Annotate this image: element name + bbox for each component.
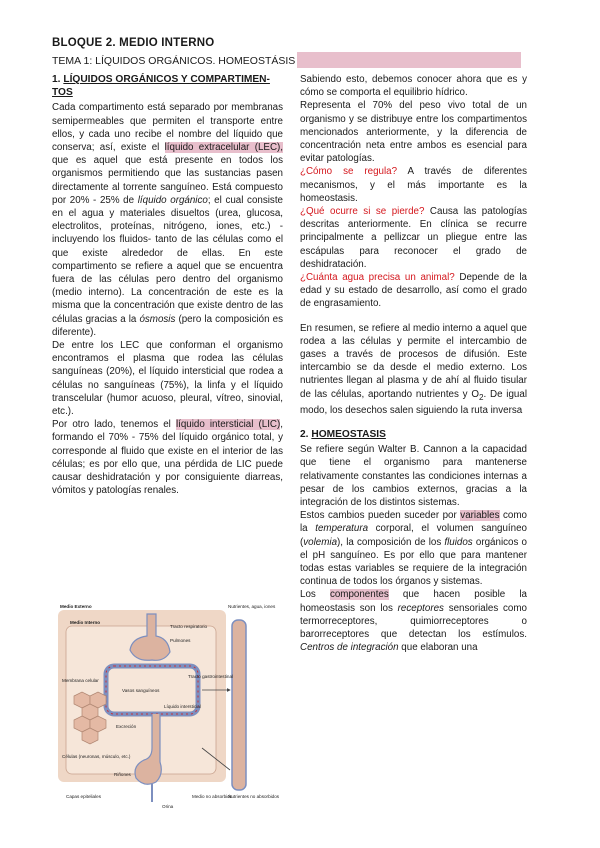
paragraph-componentes <box>300 588 527 654</box>
label-membrana-celular: Membrana celular <box>62 678 99 683</box>
body-fluid-compartments-figure <box>52 598 280 813</box>
text-run: corporal, el volumen sanguíneo ( <box>300 523 527 548</box>
text-run: Los <box>300 589 330 601</box>
text-run: Por otro lado, tenemos el <box>52 419 176 431</box>
label-liquido-intersticial: Líquido intersticial <box>164 704 201 709</box>
paragraph-representa: Representa el 70% del peso vivo total de un organismo y se distribuye entre los compartimentos mencionados anteriormente, y la diferencia de concentración neta entre ambos es esencial para evitar patologías. <box>300 100 527 165</box>
highlight-lec: líquido extracelular (LEC), <box>164 142 284 154</box>
question-regula: ¿Cómo se regula? <box>300 166 398 178</box>
answer-regula: A través de diferentes mecanismos, y el más importante es la homeostasis. <box>300 166 527 204</box>
label-orina: Orina <box>162 804 174 809</box>
qa-regula <box>300 165 527 205</box>
label-tracto-gastrointestinal: Tracto gastrointestinal <box>188 674 234 679</box>
paragraph-lic <box>52 418 283 497</box>
label-medio-externo: Medio Externo <box>60 604 92 609</box>
highlight-componentes: componentes <box>329 589 389 601</box>
section-2-number: 2. <box>300 429 309 441</box>
question-agua: ¿Cuánta agua precisa un animal? <box>300 272 455 284</box>
paragraph-variables <box>300 509 527 588</box>
italic-volemia: volemia <box>303 536 338 548</box>
text-run: que es aquel que está presente en todos los organismos permitiendo que las sustancias pasen directamente al torrente sanguíneo. Está compuesto por 20% - 25% de <box>52 155 283 206</box>
paragraph-cannon: Se refiere según Walter B. Cannon a la capacidad que tiene el organismo para mantenerse relativamente constantes las condiciones internas a pesar de los cambios externos, gracias a la integración de los distintos sistemas. <box>300 444 527 509</box>
text-run: ; el cual consiste en el agua y materiales disueltos (urea, glucosa, electrolitos, proteínas, nitrógeno, iones, etc.) -incluyendo los fluidos- tanto de las células como el que existe alrededor de ellas. En este compartimento se refiere a aquel que se encuentra fuera de las células pero dentro del organismo (medio interno). La concentración de este es la misma que la concentración que existe dentro de las células gracias a la <box>52 194 283 325</box>
text-run: En resumen, se refiere al medio interno a aquel que rodea a las células y permite el intercambio de gases a través de procesos de difusión. Este intercambio se da desde el medio externo. Los nutrientes llegan al plasma y de ahí al fluido tisular de las células, aportando nutrientes y O <box>300 322 527 400</box>
text-run: como la <box>300 510 527 535</box>
text-run: que hacen posible la homeostasis son los <box>300 589 527 614</box>
figure-svg <box>52 598 280 813</box>
text-run: (pero la composición es diferente). <box>52 313 283 338</box>
answer-pierde: Causa las patologías descritas anteriormente. En clínica se recurre principalmente a pellizcar un pliegue entre las escápulas para reconocer el grado de deshidratación. <box>300 206 528 270</box>
italic-fluidos: fluidos <box>444 536 473 548</box>
text-run: Estos cambios pueden suceder por <box>300 510 461 522</box>
label-capas-epiteliales: Capas epiteliales <box>66 794 101 799</box>
topic-highlight-bar <box>297 52 521 68</box>
answer-agua: Depende de la edad y su estado de desarrollo, así como el grado de engrasamiento. <box>300 272 527 310</box>
label-nutrientes-no-absorbidos: Nutrientes no absorbidos <box>228 794 280 799</box>
right-column <box>300 73 527 654</box>
italic-liquido-organico: líquido orgánico <box>137 194 208 206</box>
text-run: orgánicos o el pH sanguíneo. Es por ello que para mantener todas estas variables se requiere de la integración continua de todos los órganos y sistemas. <box>300 536 527 588</box>
italic-temperatura: temperatura <box>315 523 369 535</box>
italic-centros-integracion: Centros de integración <box>300 642 399 654</box>
o2-subscript: 2 <box>478 392 484 402</box>
italic-osmosis: ósmosis <box>139 313 176 325</box>
section-1-title-line1: LÍQUIDOS ORGÁNICOS Y COMPARTIMEN- <box>63 74 270 85</box>
label-tracto-respiratorio: Tracto respiratorio <box>170 624 208 629</box>
text-run: . De igual modo, los desechos salen siguiendo la ruta inversa <box>300 388 527 416</box>
text-run: sensoriales como termorreceptores, quimiorreceptores o barorreceptores que detectan los estímulos. <box>300 602 527 641</box>
label-excrecion: Excreción <box>116 724 137 729</box>
question-pierde: ¿Qué ocurre si se pierde? <box>300 206 425 218</box>
label-medio-interno: Medio Interno <box>70 620 101 625</box>
topic-title: TEMA 1: LÍQUIDOS ORGÁNICOS. HOMEOSTÁSIS <box>52 55 296 67</box>
italic-receptores: receptores <box>397 602 444 614</box>
section-2-title: HOMEOSTASIS <box>311 429 386 441</box>
left-column <box>52 73 283 498</box>
paragraph-resumen <box>300 322 527 417</box>
section-1-number: 1. <box>52 74 61 85</box>
label-celulas: Células (neuronas, músculo, etc.) <box>62 754 131 759</box>
qa-agua <box>300 271 527 311</box>
section-1-heading <box>52 73 283 99</box>
gastrointestinal-tract <box>232 620 246 790</box>
label-medio-no-absorbido: Medio no absorbido <box>192 794 233 799</box>
highlight-variables: variables <box>460 510 500 522</box>
section-2-heading <box>300 428 527 441</box>
qa-pierde <box>300 205 527 271</box>
paragraph-lec <box>52 101 283 339</box>
text-run: Cada compartimento está separado por membranas semipermeables que permiten el transporte entre ellos, y cada uno recibe el nombre del líquido que conserva; así, existe el <box>52 102 283 154</box>
label-vasos-sanguineos: Vasos sanguíneos <box>122 688 160 693</box>
label-nutrientes: Nutrientes, agua, iones <box>228 604 276 609</box>
block-title: BLOQUE 2. MEDIO INTERNO <box>52 37 215 49</box>
paragraph-equilibrio: Sabiendo esto, debemos conocer ahora que es y cómo se comporta el equilibrio hídrico. <box>300 74 527 99</box>
label-rinones: Riñones <box>114 772 131 777</box>
highlight-lic: líquido intersticial (LIC) <box>175 419 281 431</box>
section-1-title-line2: TOS <box>52 87 73 99</box>
text-run: , formando el 70% - 75% del líquido orgánico total, y corresponde al fluido que existe en el interior de las células; es por ello que, una pérdida de LIC puede causar deshidratación y por consiguiente diarreas, vómitos y patologías renales. <box>52 419 284 497</box>
paragraph-lec-types: De entre los LEC que conforman el organismo encontramos el plasma que rodea las células sanguíneas (20%), el líquido intersticial que rodea a células no sanguíneas (75%), la linfa y el líquido transcelular (humor acuoso, pleural, vítreo, sinovial, etc.). <box>52 340 283 418</box>
label-pulmones: Pulmones <box>170 638 191 643</box>
text-run: que elaboran una <box>398 642 478 654</box>
text-run: ), la composición de los <box>337 536 445 548</box>
